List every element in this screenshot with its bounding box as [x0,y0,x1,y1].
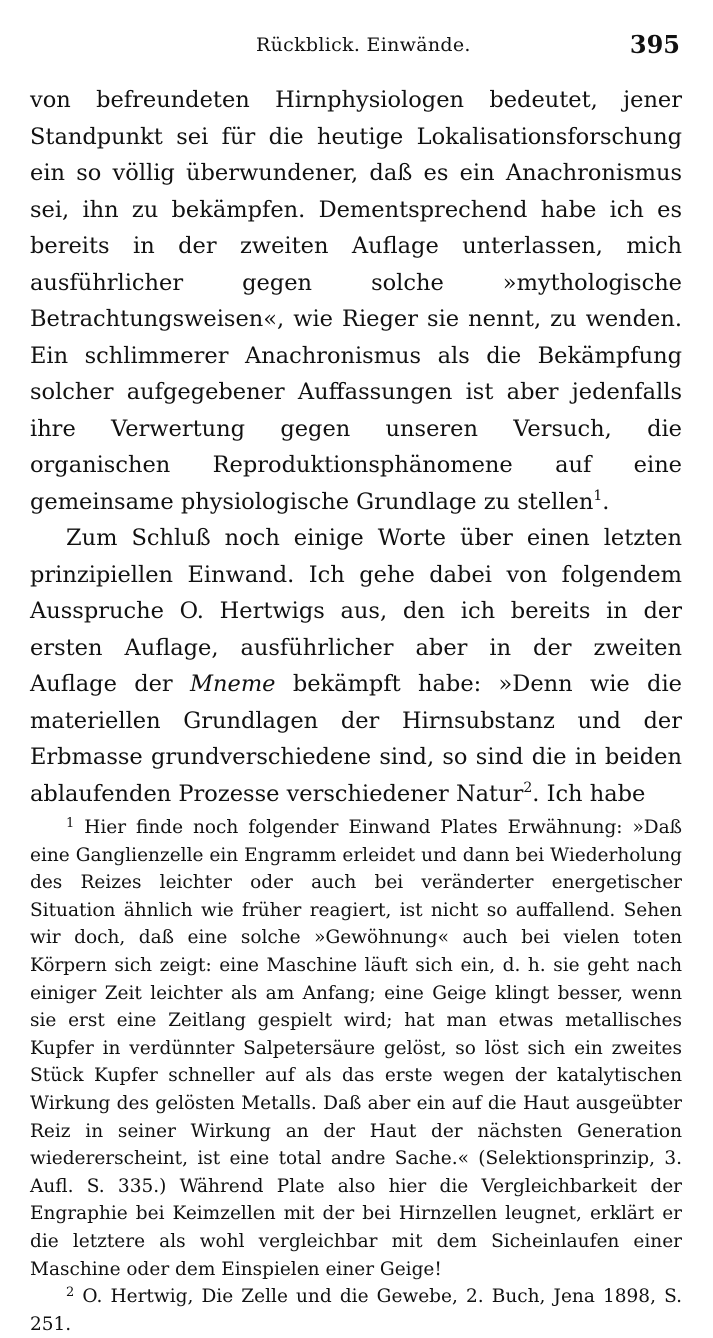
page-header [30,28,682,68]
paragraph-1 [30,82,682,520]
main-text [30,82,682,812]
paragraph-2 [30,520,682,812]
footnote-ref-1: 1 [593,487,603,504]
paragraph-2-text: Zum Schluß noch einige Worte über einen letzten prinzipiellen Einwand. Ich gehe dabei von folgendem Ausspruche O. Hertwigs aus, den ich bereits in der ersten Auflage, ausführlicher aber in der zweiten Auflage der [30,525,682,697]
paragraph-1-end: . [602,488,610,515]
book-title-mneme: Mneme [190,671,276,697]
page-number: 395 [629,30,680,59]
footnote-ref-2: 2 [523,779,533,796]
footnote-1-marker: 1 [66,816,75,831]
footnote-2-marker: 2 [66,1285,75,1301]
paragraph-1-text: von befreundeten Hirnphysiologen bedeutet, jener Standpunkt sei für die heutige Lokalisationsforschung ein so völlig überwundener, daß es ein Anachronismus sei, ihn zu bekämpfen. Dementsprechend habe ich es bereits in der zweiten Auflage unterlassen, mich ausführlicher gegen solche »mythologische Betrachtungsweisen«, wie Rieger sie nennt, zu wenden. Ein schlimmerer Anachronismus als die Bekämpfung solcher aufgegebener Auffassungen ist aber jedenfalls ihre Verwertung gegen unseren Versuch, die organischen Reproduktionsphänomene auf eine gemeinsame physiologische Grundlage zu stellen [30,87,682,515]
running-head: Rückblick. Einwände. [256,34,471,56]
footnote-1-text: Hier finde noch folgender Einwand Plates Erwähnung: »Daß eine Ganglienzelle ein Engramm erleidet und dann bei Wiederholung des Reizes leichter oder auch bei veränderter energetischer Situation ähnlich wie früher reagiert, ist nicht so auffallend. Sehen wir doch, daß eine solche »Gewöhnung« auch bei vielen toten Körpern sich zeigt: eine Maschine läuft sich ein, d. h. sie geht nach einiger Zeit leichter als am Anfang; eine Geige klingt besser, wenn sie erst eine Zeitlang gespielt wird; hat man etwas metallisches Kupfer in verdünnter Salpetersäure gelöst, so löst sich ein zweites Stück Kupfer schneller auf als das erste wegen der katalytischen Wirkung des gelösten Metalls. Daß aber ein auf die Haut ausgeübter Reiz in seiner Wirkung an der Haut der nächsten Generation wiedererscheint, ist eine total andre Sache.« (Selektionsprinzip, 3. Aufl. S. 335.) Während Plate also hier die Vergleichbarkeit der Engraphie bei Keimzellen mit der bei Hirnzellen leugnet, erklärt er die letztere als wohl vergleichbar mit dem Sicheinlaufen einer Maschine oder dem Einspielen einer Geige! [30,817,682,1280]
footnote-2 [30,1283,682,1338]
paragraph-2-end: . Ich habe [532,780,646,807]
footnotes [30,814,682,1338]
book-page [30,28,682,1338]
footnote-1 [30,814,682,1283]
paragraph-2-text-cont: bekämpft habe: »Denn wie die materiellen Grundlagen der Hirnsubstanz und der Erbmasse grundverschiedene sind, so sind die in beiden ablaufenden Prozesse verschiedener Natur [30,671,682,807]
footnote-2-text: O. Hertwig, Die Zelle und die Gewebe, 2. Buch, Jena 1898, S. 251. [30,1286,682,1335]
